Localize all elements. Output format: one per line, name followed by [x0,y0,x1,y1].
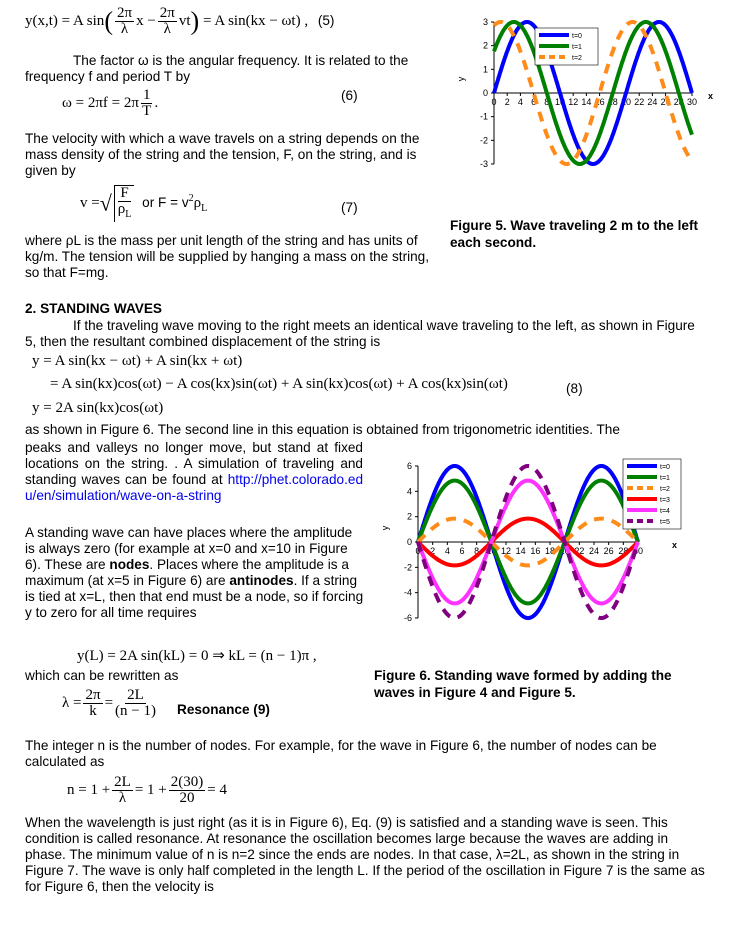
x-tick-label: 4 [444,546,450,556]
x-tick-label: 6 [459,546,465,556]
nodes-term: nodes [109,557,150,572]
x-tick-label: 12 [500,546,512,556]
y-tick-label: -4 [403,587,412,598]
figure-5-chart [440,8,725,178]
equation-9-label: Resonance (9) [177,702,270,717]
legend-label: t=0 [572,33,582,40]
x-tick-label: 2 [430,546,436,556]
equation-node-condition: y(L) = 2A sin(kL) = 0 ⇒ kL = (n − 1)π , [77,648,317,664]
x-tick-label: 22 [634,97,645,107]
y-tick-label: 6 [406,461,412,471]
x-tick-label: 26 [660,97,671,107]
x-tick-label: 18 [607,97,618,107]
paragraph-velocity: The velocity with which a wave travels on a string depends on the mass density of the string and the tension, F, on the string, and is given by [25,131,420,178]
equation-5: y(x,t) = A sin( $\frac{2\pi}{\lambda}$ x − $\frac{2\pi}{\lambda}$ vt) = A sin(kx − ωt) , (5) [25,5,335,37]
y-tick-label: -1 [479,111,488,122]
y-axis-label: y [456,76,466,82]
legend-box [623,459,681,529]
figure-6-chart [370,453,690,628]
figure-5-caption: Figure 5. Wave traveling 2 m to the left each second. [450,218,699,250]
paragraph-resonance: When the wavelength is just right (as it is in Figure 6), Eq. (9) is satisfied and a standing wave is seen. This condition is called resonance. At resonance the oscillation becomes large because the waves are adding in phase. The minimum value of n is n=2 since the ends are nodes. In that case, λ=2L, as shown in the string in Figure 7. The wave is only half completed in the length L. If the period of the oscillation in Figure 7 is the same as for Figure 6, then the velocity is [25,815,705,894]
legend-label: t=2 [660,486,670,493]
x-tick-label: 10 [554,97,566,107]
x-tick-label: 18 [544,546,556,556]
y-tick-label: 3 [482,17,488,27]
y-axis-label: y [380,525,390,531]
equation-6-label: (6) [341,88,358,103]
y-tick-label: 1 [482,64,488,75]
equation-n-nodes: n = 1 + $\frac{2L}{\lambda}$ = 1 + $\frac{2(30)}{20}$ = 4 [67,774,227,806]
x-tick-label: 6 [531,97,537,107]
x-tick-label: 14 [515,546,526,556]
y-tick-label: -6 [403,613,412,623]
paragraph-nodes: A standing wave can have places where the amplitude is always zero (for example at x=0 and x=10 in Figure 6). These are nodes. Places where the amplitude is a maximum (at x=5 in Figure 6) are antinodes. If a string is tied at x=L, then that end must be a node, so if forcing y to zero for all time requires [25,525,364,620]
equation-7-label: (7) [341,200,358,215]
x-tick-label: 24 [647,97,658,107]
equation-8-label: (8) [566,381,583,396]
y-tick-label: -2 [403,562,412,573]
x-tick-label: 20 [559,546,570,556]
equation-8-line-3: y = 2A sin(kx)cos(ωt) [32,400,164,416]
x-tick-label: 22 [574,546,585,556]
equation-7: v =√ $\frac{F}{\rho_L}$ or $F = v^2\rho_L$ [80,185,208,220]
y-tick-label: 0 [406,537,412,547]
paragraph-peaks: peaks and valleys no longer move, but stand at fixed locations on the string. . A simulation of traveling and standing waves can be found at http://phet.colorado.edu/en/simulation/wave-on-a-string [25,440,364,503]
legend-label: t=3 [660,497,670,504]
x-tick-label: 2 [504,97,510,107]
x-tick-label: 24 [588,546,600,556]
y-tick-label: -2 [479,135,488,146]
y-tick-label: 2 [482,40,488,51]
antinodes-term: antinodes [229,573,294,588]
x-tick-label: 30 [632,546,644,556]
x-tick-label: 12 [568,97,579,107]
x-tick-label: 30 [686,97,698,107]
equation-9: λ = $\frac{2\pi}{k}$ = $\frac{2L}{(n - 1)}$ [62,687,156,719]
x-tick-label: 28 [618,546,629,556]
paragraph-standing-intro: If the traveling wave moving to the right meets an identical wave traveling to the left, as shown in Figure 5, then the resultant combined displacement of the string is [25,318,695,349]
y-tick-label: 4 [406,486,412,497]
legend-label: t=5 [660,519,670,526]
x-tick-label: 0 [415,546,421,556]
legend-label: t=2 [572,55,582,62]
y-tick-label: 2 [406,511,412,522]
equation-6: ω = 2πf = 2π $\frac{1}{T}$ . [62,87,159,119]
paragraph-as-shown: as shown in Figure 6. The second line in this equation is obtained from trigonometric identities. The [25,422,620,437]
x-axis-label: x [708,91,714,101]
paragraph-integer: The integer n is the number of nodes. For example, for the wave in Figure 6, the number of nodes can be calculated as [25,738,657,769]
figure-6-caption: Figure 6. Standing wave formed by adding the waves in Figure 4 and Figure 5. [374,668,672,700]
x-tick-label: 28 [673,97,684,107]
legend-label: t=0 [660,464,670,471]
x-tick-label: 4 [517,97,523,107]
section-title: 2. STANDING WAVES [25,301,162,316]
x-tick-label: 10 [486,546,497,556]
x-tick-label: 26 [603,546,614,556]
x-tick-label: 8 [474,546,480,556]
legend-label: t=1 [572,44,582,51]
equation-8-line-1: y = A sin(kx − ωt) + A sin(kx + ωt) [32,353,243,369]
paragraph-rewritten: which can be rewritten as [25,668,179,683]
x-axis-label: x [672,540,678,550]
phet-simulation-link[interactable]: http://phet.colorado.edu/en/simulation/wave-on-a-string [25,472,364,503]
x-tick-label: 16 [594,97,605,107]
legend-label: t=4 [660,508,670,515]
paragraph-where: where ρL is the mass per unit length of the string and has units of kg/m. The tension will be supplied by hanging a mass on the string, so that F=mg. [25,233,430,280]
equation-8-line-2: = A sin(kx)cos(ωt) − A cos(kx)sin(ωt) + A sin(kx)cos(ωt) + A cos(kx)sin(ωt) [50,376,508,392]
y-tick-label: -3 [479,159,488,169]
x-tick-label: 20 [620,97,632,107]
y-tick-label: 0 [482,88,488,98]
paragraph-omega: The factor ω is the angular frequency. It is related to the frequency f and period T by [25,53,409,84]
x-tick-label: 16 [530,546,541,556]
x-tick-label: 8 [544,97,550,107]
x-tick-label: 0 [491,97,497,107]
x-tick-label: 14 [581,97,592,107]
legend-label: t=1 [660,475,670,482]
